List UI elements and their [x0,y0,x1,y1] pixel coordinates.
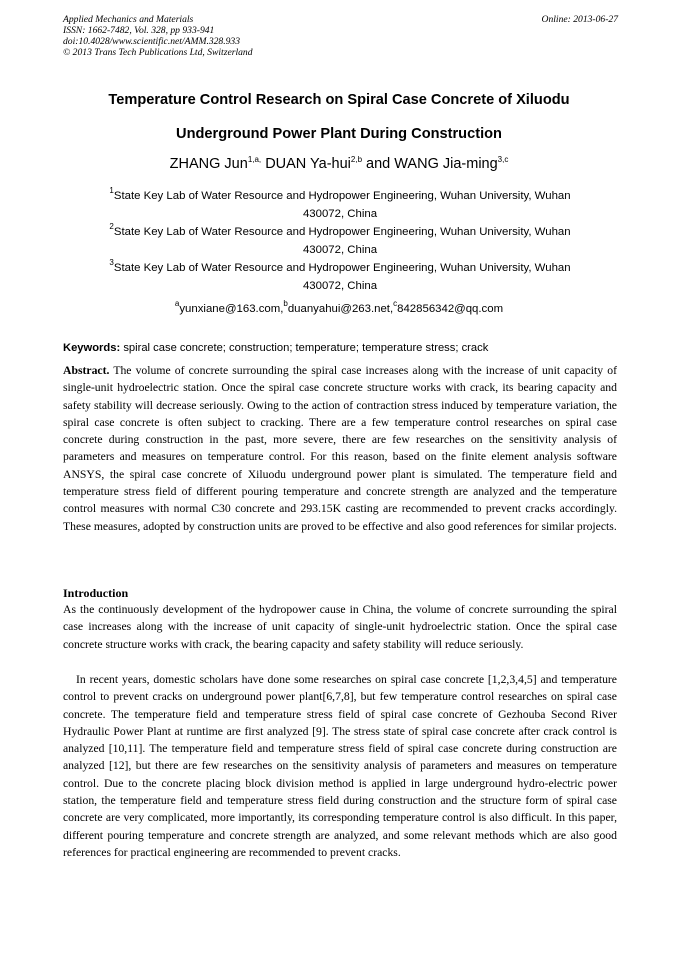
keywords-label: Keywords: [63,342,121,354]
keywords [63,342,618,354]
affiliation-2 [60,223,620,259]
affiliation-sup: 2 [109,222,114,231]
email-list [40,299,638,315]
keywords-text: spiral case concrete; construction; temperature; temperature stress; crack [123,342,489,354]
introduction-heading: Introduction [63,586,129,600]
affiliation-sup: 3 [109,258,114,267]
introduction-paragraph-2: In recent years, domestic scholars have done some researches on spiral case concrete [1,2,3,4,5] and temperature control to prevent cracks on underground power plant[6,7,8], but few temperature control researches on spiral case concrete. The temperature field and temperature stress field of spiral case concrete of Gezhouba Second River Hydraulic Power Plant at runtime are first analyzed [9]. The stress state of spiral case concrete after crack control is analyzed [10,11]. The temperature field and temperature stress field of spiral case concrete during construction are analyzed [12], but there are few researches on the sensitivity analysis of parameters and measures on temperature control. Due to the concrete placing block division method is applied in large underground hydro-electric power station, the temperature field and temperature stress field during construction and the structure form of spiral case concrete are very complicated, more importantly, its corresponding temperature control is also difficult. In this paper, different pouring temperature and concrete strength are analyzed, and some relevant methods which are also good references for practical engineering are recommended to prevent cracks. [63,673,617,859]
paper-title-line-2: Underground Power Plant During Construction [176,126,502,142]
affiliation-1 [60,187,620,223]
paper-title-line-1: Temperature Control Research on Spiral Case Concrete of Xiluodu [108,92,570,108]
author-sup: 1,a, [247,155,262,164]
author-sup: 3,c [497,155,509,164]
email-link[interactable]: yunxiane@163.com, [179,303,284,315]
affiliation-line: State Key Lab of Water Resource and Hydropower Engineering, Wuhan University, Wuhan [113,190,571,202]
journal-name: Applied Mechanics and Materials [63,14,194,25]
abstract-text: The volume of concrete surrounding the spiral case increases along with the increase of unit capacity of single-unit hydroelectric station. Once the spiral case concrete structure works with crack, its bearing capacity and safety stability will decrease seriously. Owing to the action of contraction stress induced by temperature variation, the spiral case concrete is often subject to cracking. There are a few temperature control researches on spiral case concrete during construction in the past, more severe, there are few researches on the sensitivity analysis of parameters and measures on temperature control. For this reason, based on the finite element analysis software ANSYS, the spiral case concrete of Xiluodu underground power plant is simulated. The temperature field and temperature stress field of different pouring temperature and concrete strength are analyzed and the temperature control measures with normal C30 concrete and 293.15K casting are recommended to prevent cracks accordingly. These measures, adopted by construction units are proved to be effective and also good references for similar projects. [63,364,617,533]
author-name: ZHANG Jun [169,156,248,172]
author-name: DUAN Ya-hui [265,156,351,172]
affiliation-3 [60,259,620,295]
introduction-paragraph-1: As the continuously development of the hydropower cause in China, the volume of concrete surrounding the spiral case increases along with the increase of unit capacity of single-unit hydroelectric station. Once the spiral case concrete structure works with crack, the bearing capacity and safety stability will reduce seriously. [63,603,617,651]
email-sup: a [174,299,180,308]
email-link[interactable]: duanyahui@263.net, [287,303,394,315]
journal-header [63,14,618,58]
abstract [63,362,617,535]
affiliation-line: 430072, China [302,244,378,256]
email-sup: b [283,299,288,308]
affiliation-sup: 1 [109,186,114,195]
author-sup: 2,b [350,155,363,164]
abstract-label: Abstract. [63,364,110,377]
author-list [40,156,638,172]
affiliation-line: 430072, China [302,280,378,292]
email-link[interactable]: 842856342@qq.com [397,303,504,315]
online-date: Online: 2013-06-27 [541,14,618,25]
author-conjunction: and [366,156,391,172]
affiliation-line: State Key Lab of Water Resource and Hydropower Engineering, Wuhan University, Wuhan [113,262,571,274]
author-name: WANG Jia-ming [394,156,498,172]
doi-line[interactable]: doi:10.4028/www.scientific.net/AMM.328.933 [63,36,241,47]
copyright-line: © 2013 Trans Tech Publications Ltd, Switzerland [63,47,253,58]
affiliation-line: State Key Lab of Water Resource and Hydropower Engineering, Wuhan University, Wuhan [113,226,571,238]
email-sup: c [393,299,398,308]
issn-line: ISSN: 1662-7482, Vol. 328, pp 933-941 [63,25,215,36]
affiliation-line: 430072, China [302,208,378,220]
